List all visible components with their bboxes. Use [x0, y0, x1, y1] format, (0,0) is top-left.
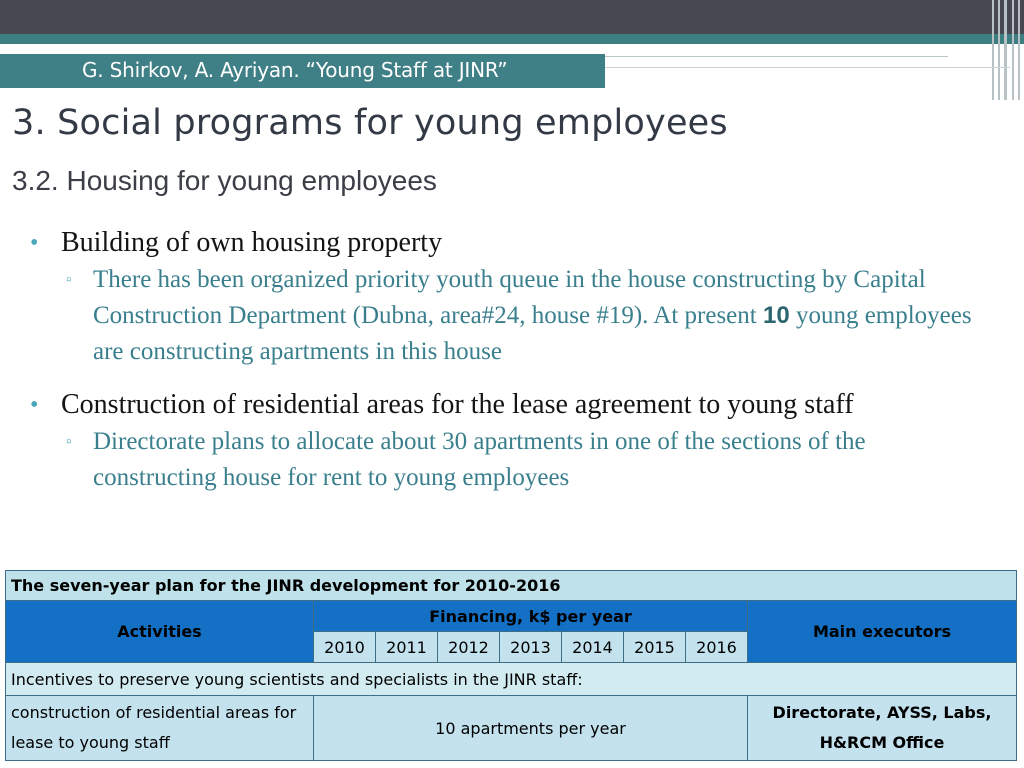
sub-bullet-text: Directorate plans to allocate about 30 apartments in one of the sections of the constructing house for rent to young employees [93, 428, 866, 491]
decorative-stripes [988, 0, 1024, 100]
bullet-text: Construction of residential areas for the lease agreement to young staff [61, 389, 854, 420]
year-cell: 2012 [438, 632, 500, 663]
table-header-row [6, 601, 1017, 632]
teal-divider [0, 34, 1024, 44]
year-cell: 2016 [686, 632, 748, 663]
activities-header: Activities [6, 601, 314, 663]
financing-header: Financing, k$ per year [314, 601, 748, 632]
decorative-line [605, 56, 948, 57]
bullet-list [0, 220, 1024, 496]
year-cell: 2015 [624, 632, 686, 663]
author-line: G. Shirkov, A. Ayriyan. “Young Staff at JINR” [82, 58, 508, 82]
table-row [6, 696, 1017, 761]
bullet-dot-icon: • [30, 392, 39, 418]
top-bar [0, 0, 1024, 34]
year-cell: 2014 [562, 632, 624, 663]
decorative-line [605, 67, 1010, 68]
year-cell: 2013 [500, 632, 562, 663]
slide-title: 3. Social programs for young employees [12, 103, 728, 143]
square-bullet-icon: ▫ [66, 272, 72, 288]
sub-bullet-item [0, 262, 1024, 370]
table-title: The seven-year plan for the JINR development for 2010-2016 [6, 571, 1017, 601]
year-cell: 2010 [314, 632, 376, 663]
sub-bullet-text-after: young employees are constructing apartments in this house [93, 302, 972, 365]
executors-cell: Directorate, AYSS, Labs, H&RCM Office [748, 696, 1017, 761]
table-title-row [6, 571, 1017, 601]
bullet-dot-icon: • [30, 230, 39, 256]
bullet-item [0, 386, 1024, 424]
development-plan-table [5, 570, 1017, 761]
bullet-item [0, 224, 1024, 262]
activity-cell: construction of residential areas for lease to young staff [6, 696, 314, 761]
sub-bullet-text-before: There has been organized priority youth queue in the house constructing by Capital Construction Department (Dubna, area#24, house #19). At present [93, 266, 926, 329]
executors-header: Main executors [748, 601, 1017, 663]
bullet-text: Building of own housing property [61, 227, 443, 258]
section-row-text: Incentives to preserve young scientists and specialists in the JINR staff: [6, 663, 1017, 696]
sub-bullet-item [0, 424, 1024, 496]
year-cell: 2011 [376, 632, 438, 663]
financing-cell: 10 apartments per year [314, 696, 748, 761]
slide-subtitle: 3.2. Housing for young employees [12, 165, 437, 196]
section-row [6, 663, 1017, 696]
young-employees-count: 10 [762, 302, 790, 329]
square-bullet-icon: ▫ [66, 434, 72, 450]
